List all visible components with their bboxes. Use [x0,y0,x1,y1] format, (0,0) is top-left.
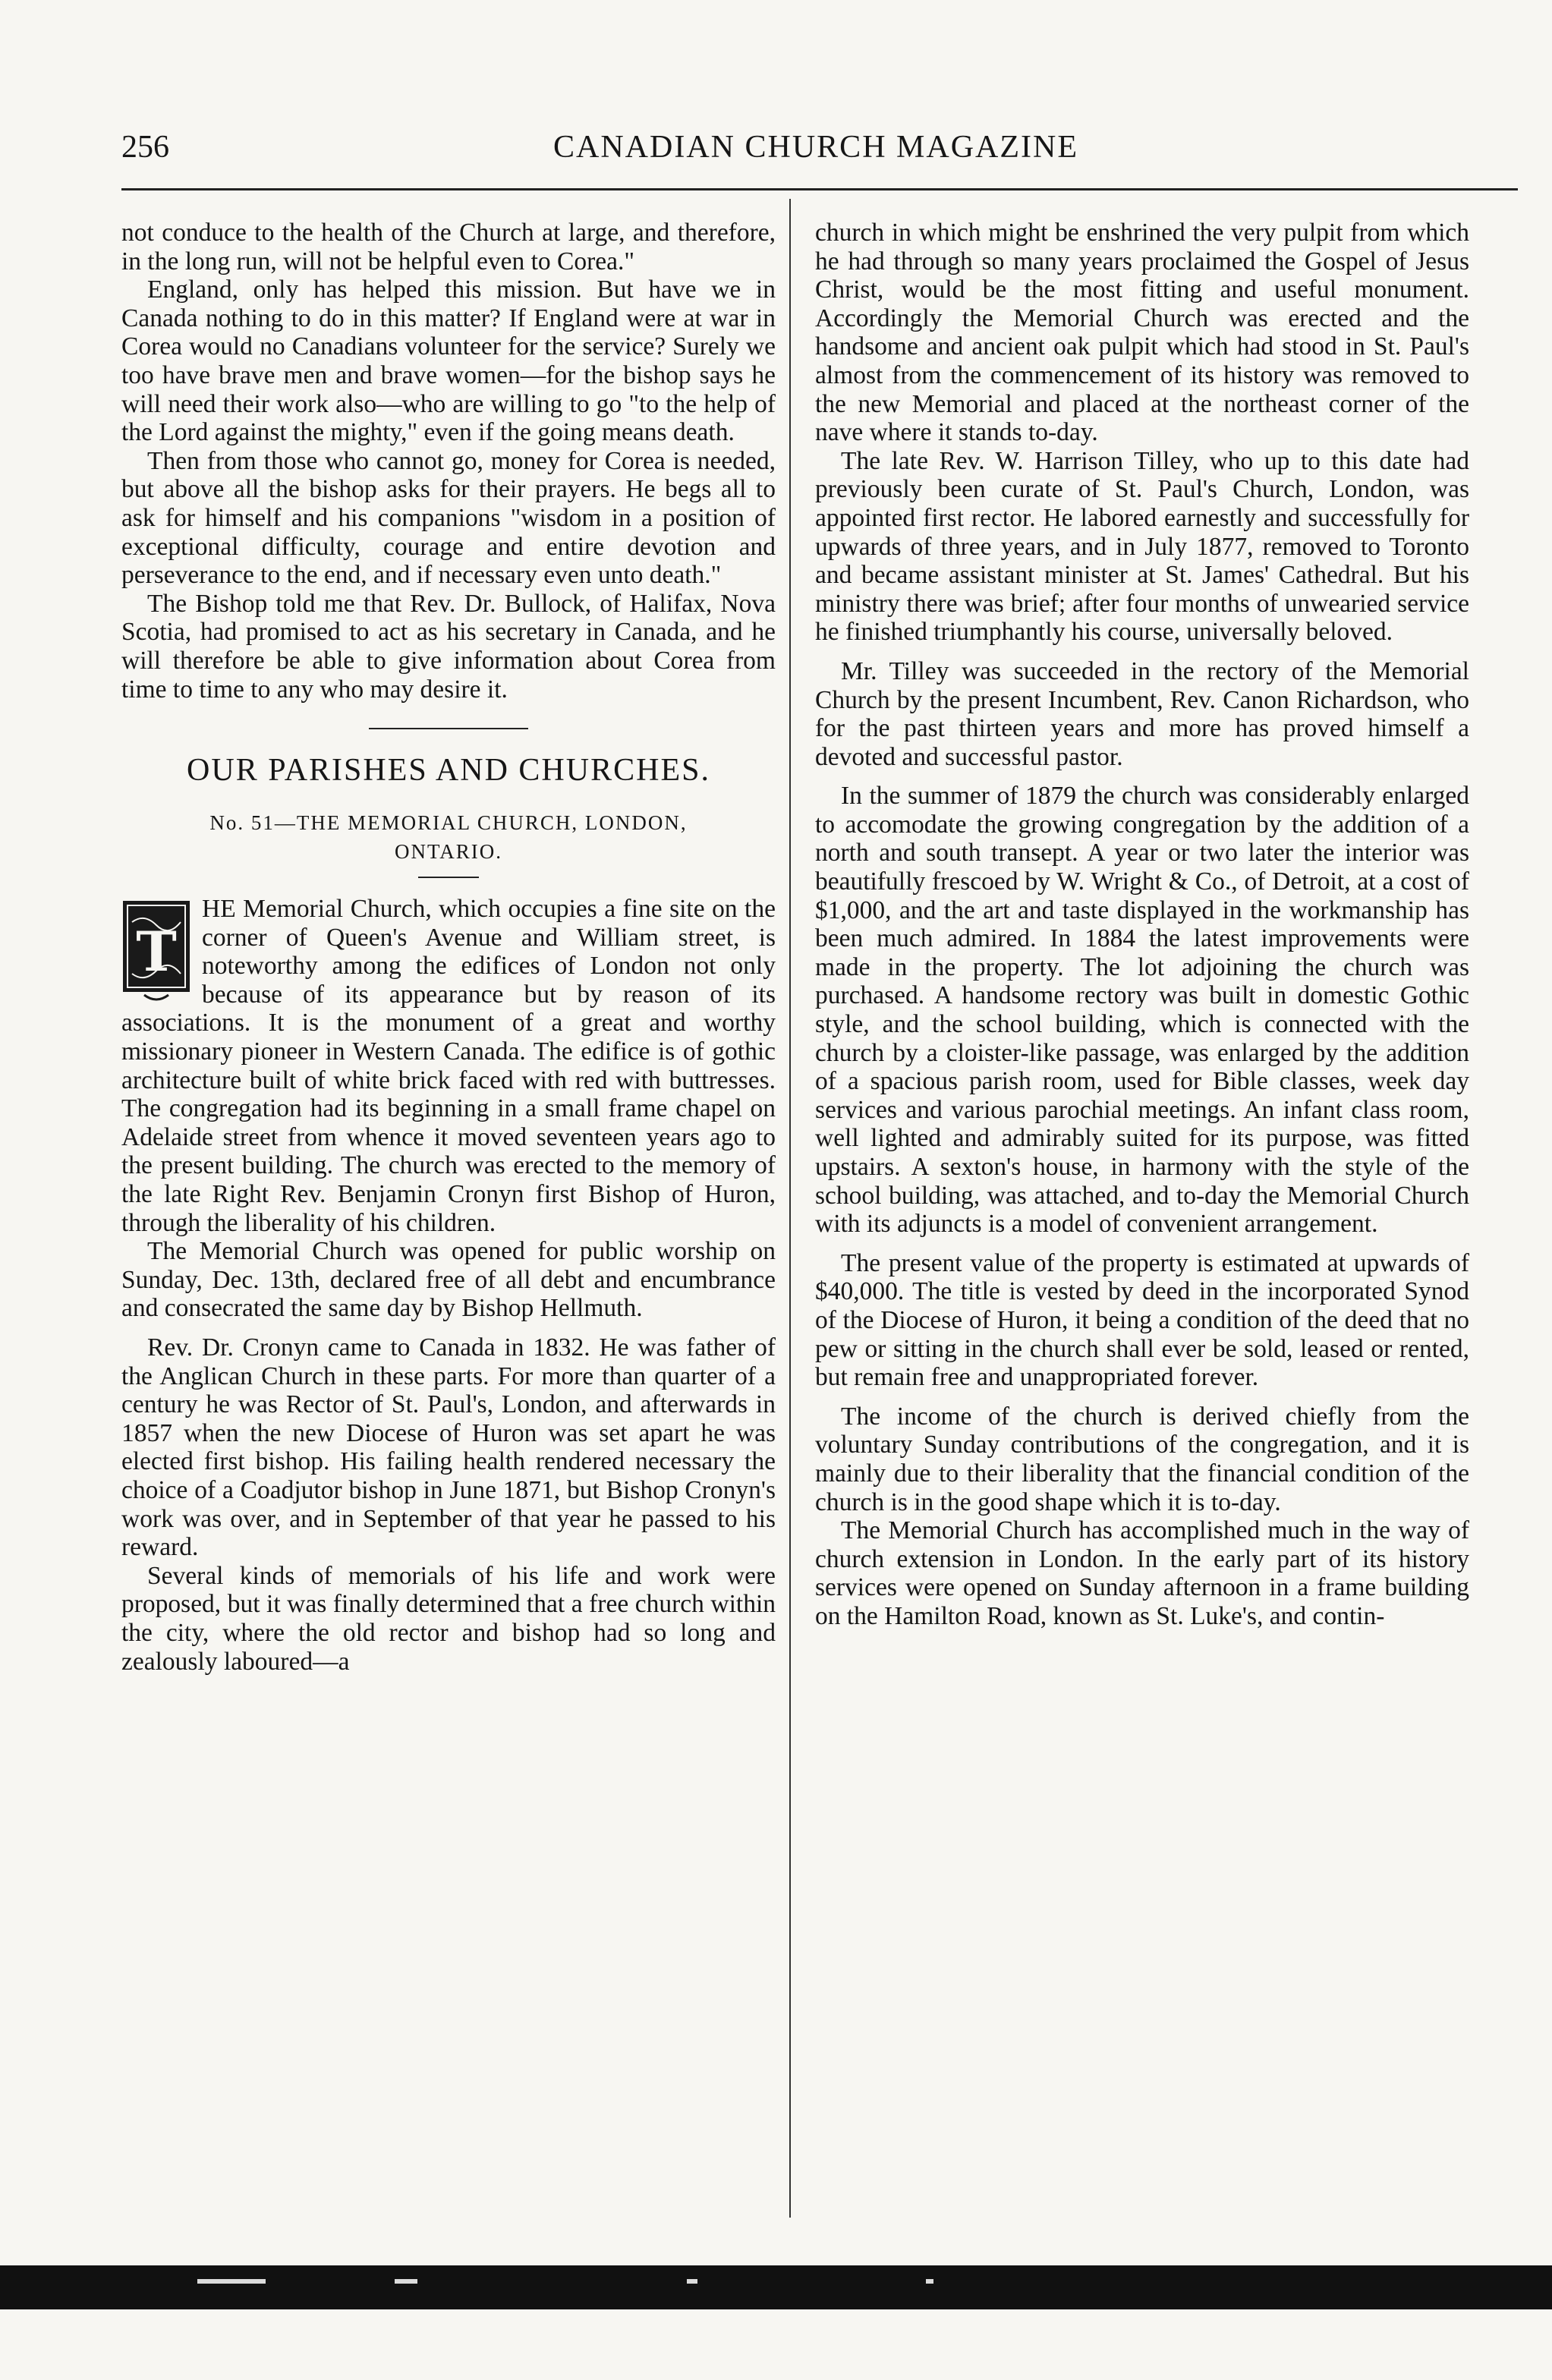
paragraph: The Memorial Church was opened for public worship on Sunday, Dec. 13th, declared free of all debt and encumbrance and consecrated the same day by Bishop Hellmuth. [121,1237,776,1323]
section-heading: OUR PARISHES AND CHURCHES. [187,753,710,789]
paragraph: The present value of the property is estimated at upwards of $40,000. The title is vested by deed in the incorporated Synod of the Diocese of Huron, it being a condition of the deed that no pew or sitting in the church shall ever be sold, leased or rented, but remain free and unappropriated forever. [815,1248,1469,1392]
paragraph: The Memorial Church has accomplished much in the way of church extension in London. In the early part of its history services were opened on Sunday afternoon in a frame building on the Hamilton Road, known as St. Luke's, and contin- [815,1516,1469,1630]
page-header [121,129,1510,175]
article-title: No. 51—THE MEMORIAL CHURCH, LONDON, [209,811,688,835]
paragraph: not conduce to the health of the Church at large, and therefore, in the long run, will not be helpful even to Corea." [121,219,776,275]
left-column [121,219,776,1676]
paragraph: The Bishop told me that Rev. Dr. Bullock, of Halifax, Nova Scotia, had promised to act as his secretary in Canada, and he will therefore be able to give information about Corea from time to time to any who may desire it. [121,589,776,704]
section-divider [369,728,528,729]
scan-speck [687,2279,697,2284]
paragraph: Several kinds of memorials of his life and work were proposed, but it was finally determined that a free church within the city, where the old rector and bishop had so long and zealously laboured—a [121,1561,776,1676]
running-title: CANADIAN CHURCH MAGAZINE [553,130,1078,165]
paragraph: The late Rev. W. Harrison Tilley, who up to this date had previously been curate of St. Paul's Church, London, was appointed first rector. He labored earnestly and successfully for upwards of three years, and in July 1877, removed to Toronto and became assistant minister at St. James' Cathedral. But his ministry there was brief; after four months of unwearied service he finished triumphantly his course, universally beloved. [815,446,1469,647]
paragraph: The income of the church is derived chiefly from the voluntary Sunday contributions of the congregation, and it is mainly due to their liberality that the financial condition of the church is in the good shape which it is to-day. [815,1402,1469,1516]
paragraph: Mr. Tilley was succeeded in the rectory of the Memorial Church by the present Incumbent, Rev. Canon Richardson, who for the past thirteen years and more has proved himself a devoted and successful pastor. [815,656,1469,771]
page-number: 256 [121,130,169,165]
scan-edge-band [0,2265,1552,2309]
right-column [815,219,1469,1631]
scan-speck [395,2279,417,2284]
article-title-place: ONTARIO. [394,840,503,864]
dropcap-letter: T [136,919,177,984]
paragraph: In the summer of 1879 the church was considerably enlarged to accomodate the growing congregation by the addition of a north and south transept. A year or two later the interior was beautifully frescoed by W. Wright & Co., of Detroit, at a cost of $1,000, and the art and taste displayed in the workmanship has been much admired. In 1884 the latest improvements were made in the property. The lot adjoining the church was purchased. A handsome rectory was built in domestic Gothic style, and the school building, which is connected with the church by a cloister-like passage, was enlarged by the addition of a spacious parish room, used for Bible classes, week day services and various parochial meetings. An infant class room, well lighted and admirably suited for its purpose, was fitted upstairs. A sexton's house, in harmony with the style of the school building, was attached, and to-day the Memorial Church with its adjuncts is a model of convenient arrangement. [815,782,1469,1239]
paragraph: England, only has helped this mission. But have we in Canada nothing to do in this matter? If England were at war in Corea would no Canadians volunteer for the service? Surely we too have brave men and brave women—for the bishop says he will need their work also—who are willing to go "to the help of the Lord against the mighty," even if the going means death. [121,275,776,447]
scan-speck [926,2279,933,2284]
ornamental-dropcap-icon [121,899,191,1006]
paragraph-text: HE Memorial Church, which occupies a fine site on the corner of Queen's Avenue and William street, is noteworthy among the edifices of London not only because of its appearance but by reason of its associations. It is the monument of a great and worthy missionary pioneer in Western Canada. The edifice is of gothic architecture built of white brick faced with red with buttresses. The congregation had its beginning in a small frame chapel on Adelaide street from whence it moved seventeen years ago to the present building. The church was erected to the memory of the late Right Rev. Benjamin Cronyn first Bishop of Huron, through the liberality of his children. [121,895,776,1237]
paragraph: Then from those who cannot go, money for Corea is needed, but above all the bishop asks for their prayers. He begs all to ask for himself and his companions "wisdom in a position of exceptional difficulty, courage and entire devotion and perseverance to the end, and if necessary even unto death." [121,446,776,590]
article-paragraph-first [121,895,776,1237]
scan-speck [197,2279,266,2284]
header-rule [121,188,1518,190]
title-divider [418,877,479,878]
paragraph: church in which might be enshrined the very pulpit from which he had through so many years proclaimed the Gospel of Jesus Christ, would be the most fitting and useful monument. Accordingly the Memorial Church was erected and the handsome and ancient oak pulpit which had stood in St. Paul's almost from the commencement of its history was removed to the new Memorial and placed at the northeast corner of the nave where it stands to-day. [815,219,1469,447]
paragraph: Rev. Dr. Cronyn came to Canada in 1832. He was father of the Anglican Church in these parts. For more than quarter of a century he was Rector of St. Paul's, London, and afterwards in 1857 when the new Diocese of Huron was set apart he was elected first bishop. His failing health rendered necessary the choice of a Coadjutor bishop in June 1871, but Bishop Cronyn's work was over, and in September of that year he passed to his reward. [121,1333,776,1562]
column-divider [789,199,791,2218]
